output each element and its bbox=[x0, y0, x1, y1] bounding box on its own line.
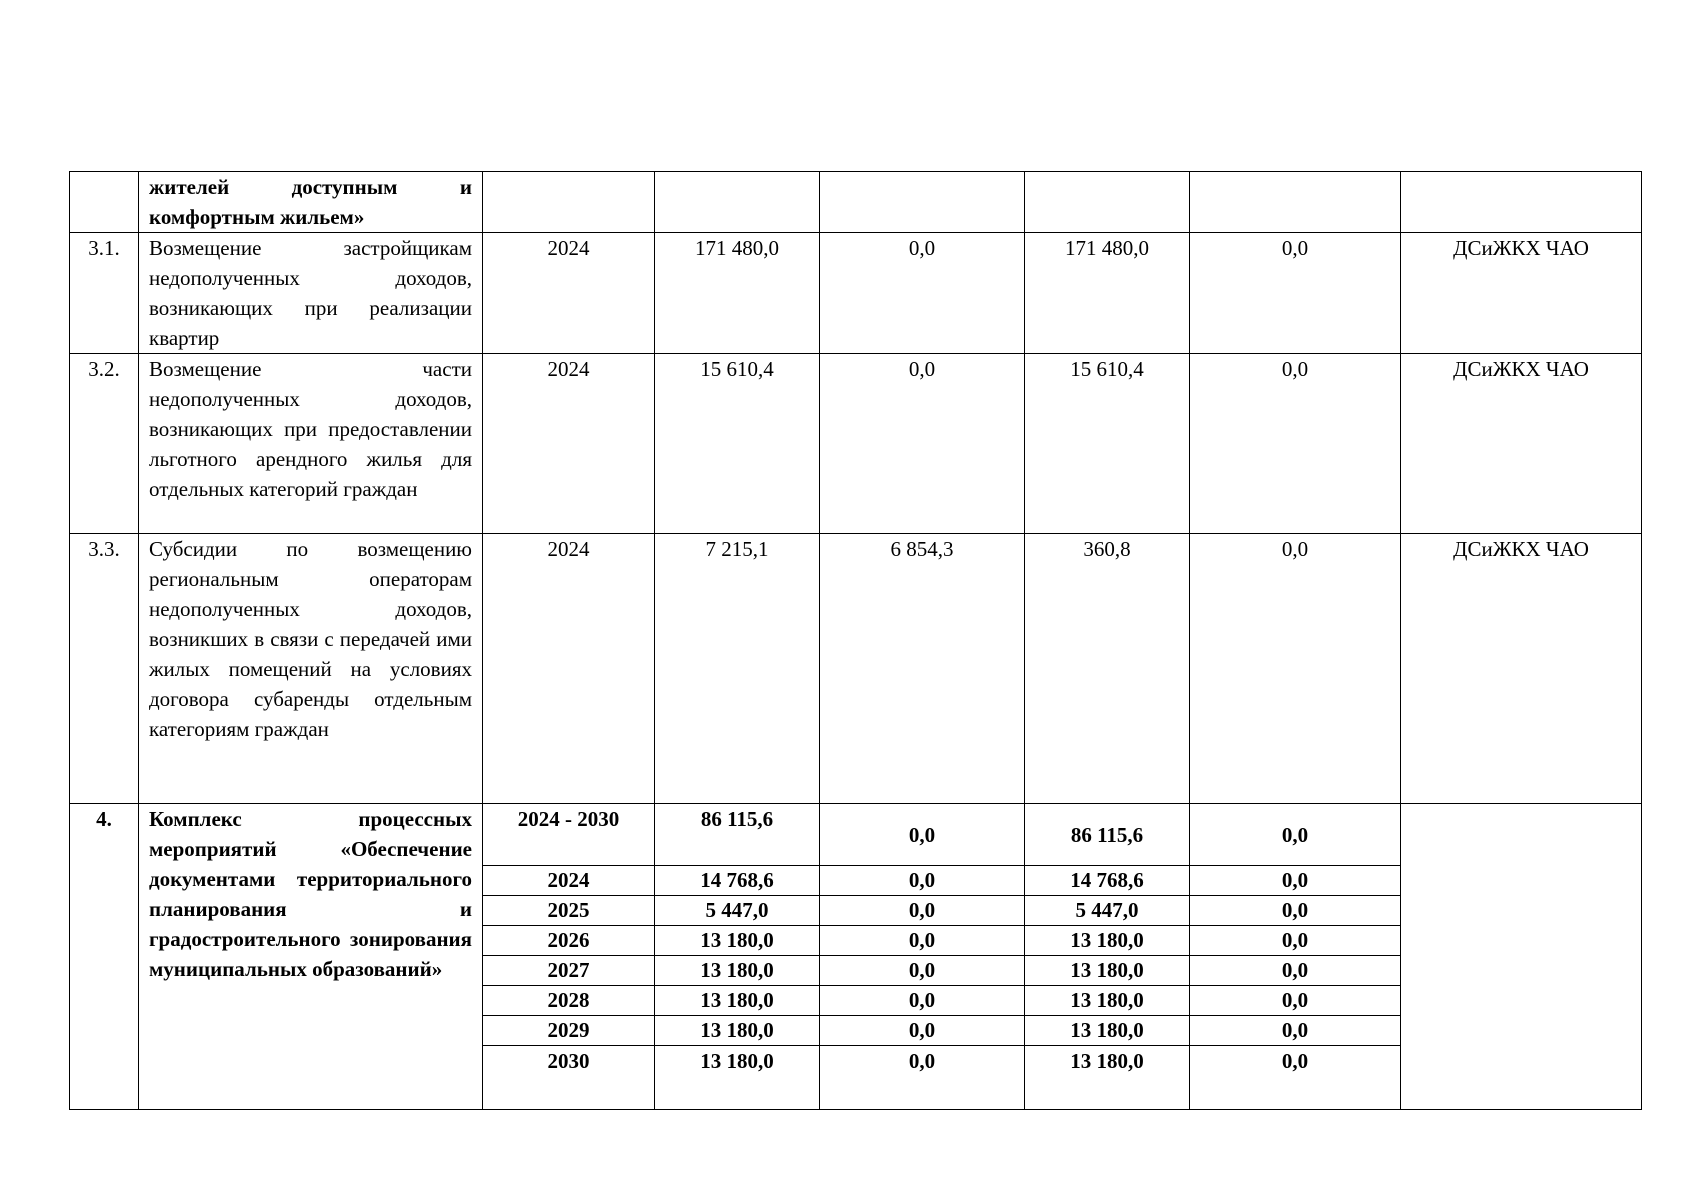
row-name-cell: Возмещение застройщикам недополученных доходов, возникающих при реализации квартир bbox=[139, 233, 483, 354]
regional-cell: 13 180,0 bbox=[1025, 986, 1190, 1016]
federal-cell: 0,0 bbox=[820, 1046, 1025, 1110]
name-word: доступным bbox=[291, 175, 398, 199]
table-row bbox=[70, 172, 1642, 233]
name-line bbox=[149, 172, 472, 202]
total-cell: 15 610,4 bbox=[655, 354, 820, 534]
federal-cell bbox=[820, 172, 1025, 233]
name-word: жителей bbox=[149, 175, 230, 199]
regional-cell: 15 610,4 bbox=[1025, 354, 1190, 534]
executor-cell: ДСиЖКХ ЧАО bbox=[1401, 534, 1642, 804]
federal-cell: 0,0 bbox=[820, 956, 1025, 986]
federal-cell: 0,0 bbox=[820, 233, 1025, 354]
local-cell: 0,0 bbox=[1190, 233, 1401, 354]
total-cell: 13 180,0 bbox=[655, 1016, 820, 1046]
total-cell bbox=[655, 172, 820, 233]
total-cell: 171 480,0 bbox=[655, 233, 820, 354]
regional-cell: 13 180,0 bbox=[1025, 1016, 1190, 1046]
regional-cell: 360,8 bbox=[1025, 534, 1190, 804]
local-cell: 0,0 bbox=[1190, 534, 1401, 804]
row-number-cell: 3.1. bbox=[70, 233, 139, 354]
federal-cell: 0,0 bbox=[820, 354, 1025, 534]
federal-cell: 0,0 bbox=[820, 1016, 1025, 1046]
federal-cell: 6 854,3 bbox=[820, 534, 1025, 804]
row-name-cell: Субсидии по возмещению региональным операторам недополученных доходов, возникших в связи с передачей ими жилых помещений на условиях договора субаренды отдельным категориям граждан bbox=[139, 534, 483, 804]
local-cell: 0,0 bbox=[1190, 354, 1401, 534]
row-number-cell bbox=[70, 172, 139, 233]
regional-cell: 171 480,0 bbox=[1025, 233, 1190, 354]
year-cell: 2030 bbox=[483, 1046, 655, 1110]
table-row bbox=[70, 354, 1642, 534]
total-cell: 13 180,0 bbox=[655, 986, 820, 1016]
regional-cell: 13 180,0 bbox=[1025, 926, 1190, 956]
row-name-cell: Возмещение части недополученных доходов, возникающих при предоставлении льготного арендного жилья для отдельных категорий граждан bbox=[139, 354, 483, 534]
regional-cell bbox=[1025, 172, 1190, 233]
year-cell: 2027 bbox=[483, 956, 655, 986]
row-name-cell: Комплекс процессных мероприятий «Обеспечение документами территориального планирования и градостроительного зонирования муниципальных образований» bbox=[139, 804, 483, 1110]
row-number-cell: 4. bbox=[70, 804, 139, 1110]
year-cell: 2024 bbox=[483, 233, 655, 354]
local-cell: 0,0 bbox=[1190, 896, 1401, 926]
total-cell: 13 180,0 bbox=[655, 956, 820, 986]
regional-cell: 14 768,6 bbox=[1025, 866, 1190, 896]
federal-cell: 0,0 bbox=[820, 866, 1025, 896]
local-cell: 0,0 bbox=[1190, 866, 1401, 896]
regional-cell: 13 180,0 bbox=[1025, 956, 1190, 986]
local-cell bbox=[1190, 172, 1401, 233]
year-cell: 2026 bbox=[483, 926, 655, 956]
regional-cell: 5 447,0 bbox=[1025, 896, 1190, 926]
year-cell: 2024 bbox=[483, 354, 655, 534]
local-cell: 0,0 bbox=[1190, 926, 1401, 956]
federal-cell: 0,0 bbox=[820, 896, 1025, 926]
table-row bbox=[70, 534, 1642, 804]
local-cell: 0,0 bbox=[1190, 956, 1401, 986]
row-name-cell bbox=[139, 172, 483, 233]
regional-cell: 13 180,0 bbox=[1025, 1046, 1190, 1110]
total-cell: 13 180,0 bbox=[655, 926, 820, 956]
year-cell: 2025 bbox=[483, 896, 655, 926]
total-cell: 7 215,1 bbox=[655, 534, 820, 804]
total-cell: 5 447,0 bbox=[655, 896, 820, 926]
federal-cell: 0,0 bbox=[820, 986, 1025, 1016]
table-row bbox=[70, 233, 1642, 354]
year-cell: 2029 bbox=[483, 1016, 655, 1046]
program-table bbox=[69, 171, 1642, 1110]
local-cell: 0,0 bbox=[1190, 804, 1401, 866]
executor-cell bbox=[1401, 804, 1642, 1110]
name-line: комфортным жильем» bbox=[149, 205, 365, 229]
year-cell bbox=[483, 172, 655, 233]
year-cell: 2024 bbox=[483, 866, 655, 896]
total-cell: 14 768,6 bbox=[655, 866, 820, 896]
executor-cell: ДСиЖКХ ЧАО bbox=[1401, 233, 1642, 354]
name-word: и bbox=[459, 175, 472, 199]
total-cell: 13 180,0 bbox=[655, 1046, 820, 1110]
row-number-cell: 3.2. bbox=[70, 354, 139, 534]
local-cell: 0,0 bbox=[1190, 1046, 1401, 1110]
local-cell: 0,0 bbox=[1190, 1016, 1401, 1046]
year-cell: 2028 bbox=[483, 986, 655, 1016]
federal-cell: 0,0 bbox=[820, 804, 1025, 866]
executor-cell bbox=[1401, 172, 1642, 233]
regional-cell: 86 115,6 bbox=[1025, 804, 1190, 866]
total-cell: 86 115,6 bbox=[655, 804, 820, 866]
local-cell: 0,0 bbox=[1190, 986, 1401, 1016]
year-cell: 2024 bbox=[483, 534, 655, 804]
federal-cell: 0,0 bbox=[820, 926, 1025, 956]
row-number-cell: 3.3. bbox=[70, 534, 139, 804]
year-cell: 2024 - 2030 bbox=[483, 804, 655, 866]
table-row bbox=[70, 804, 1642, 866]
executor-cell: ДСиЖКХ ЧАО bbox=[1401, 354, 1642, 534]
